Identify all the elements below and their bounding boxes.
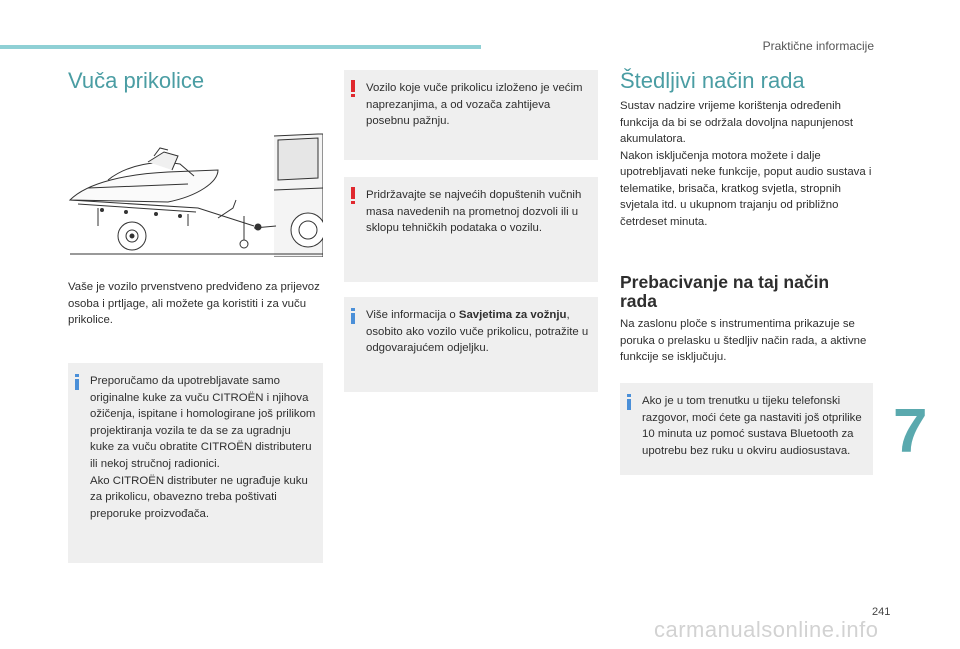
switching-body-text: Na zaslonu ploče s instrumentima prikazuje se poruka o prelasku u štedljiv način rada, a aktivne funkcije se isključuju. (620, 318, 867, 363)
watermark: carmanualsonline.info (654, 617, 879, 642)
phone-call-info-note (620, 383, 873, 475)
chapter-number: 7 (893, 397, 928, 466)
warning-strain-text: Vozilo koje vuče prikolicu izloženo je većim naprezanjima, a od vozača zahtijeva posebnu pažnju. (366, 82, 583, 128)
running-head: Praktične informacije (762, 39, 874, 53)
warning-icon (351, 187, 356, 204)
driving-tips-info-note (344, 297, 598, 392)
trailer-jetski-illustration (68, 130, 323, 257)
warning-icon (351, 80, 356, 97)
info-link-driving-advice: Savjetima za vožnju (458, 309, 567, 321)
section-title-towing: Vuča prikolice (68, 68, 205, 93)
info-icon (351, 308, 360, 324)
warning-masses-text: Pridržavajte se najvećih dopuštenih vučnih masa navedenih na prometnoj dozvoli ili u sklopu tehničkih podataka o vozilu. (366, 189, 582, 235)
info-icon (75, 374, 84, 390)
warning-note-strain (344, 70, 598, 160)
page-number: 241 (872, 606, 891, 618)
info-suffix: , osobito ako vozilo vuče prikolicu, potražite u odgovarajućem odjeljku. (366, 309, 589, 355)
driving-tips-text (366, 307, 592, 357)
towing-info-text: Preporučamo da upotrebljavate samo originalne kuke za vuču CITROËN i njihova ožičenja, ispitane i homologirane još prilikom projektiranja vozila te da se za ugradnju kuke za vuču obratite CITROËN distributeru ili nekoj stručnoj radionici. Ako CITROËN distributer ne ugrađuje kuku za prikolicu, obavezno treba poštivati preporuke proizvođača. (90, 375, 316, 520)
towing-body-text: Vaše je vozilo prvenstveno predviđeno za prijevoz osoba i prtljage, ali možete ga koristiti i za vuču prikolice. (68, 281, 320, 326)
phone-call-info-text: Ako je u tom trenutku u tijeku telefonski razgovor, moći ćete ga nastaviti još otprilike 10 minuta uz pomoć sustava Bluetooth za upotrebu bez ruku u okviru audiosustava. (642, 395, 862, 457)
info-prefix: Više informacija o (366, 309, 459, 321)
towing-info-note (68, 363, 323, 563)
warning-note-masses (344, 177, 598, 282)
section-title-economy: Štedljivi način rada (620, 68, 805, 93)
economy-body-text: Sustav nadzire vrijeme korištenja određenih funkcija da bi se održala dovoljna napunjenost akumulatora. Nakon isključenja motora možete i dalje upotrebljavati neke funkcije, poput audio sustava i telematike, brisača, kratkog svjetla, stropnih svjetala itd. u ukupnom trajanju od približno četrdeset minuta. (620, 100, 872, 228)
info-icon (627, 394, 636, 410)
header-accent-bar (0, 45, 481, 49)
subsection-title-switching: Prebacivanje na taj način rada (620, 272, 830, 311)
